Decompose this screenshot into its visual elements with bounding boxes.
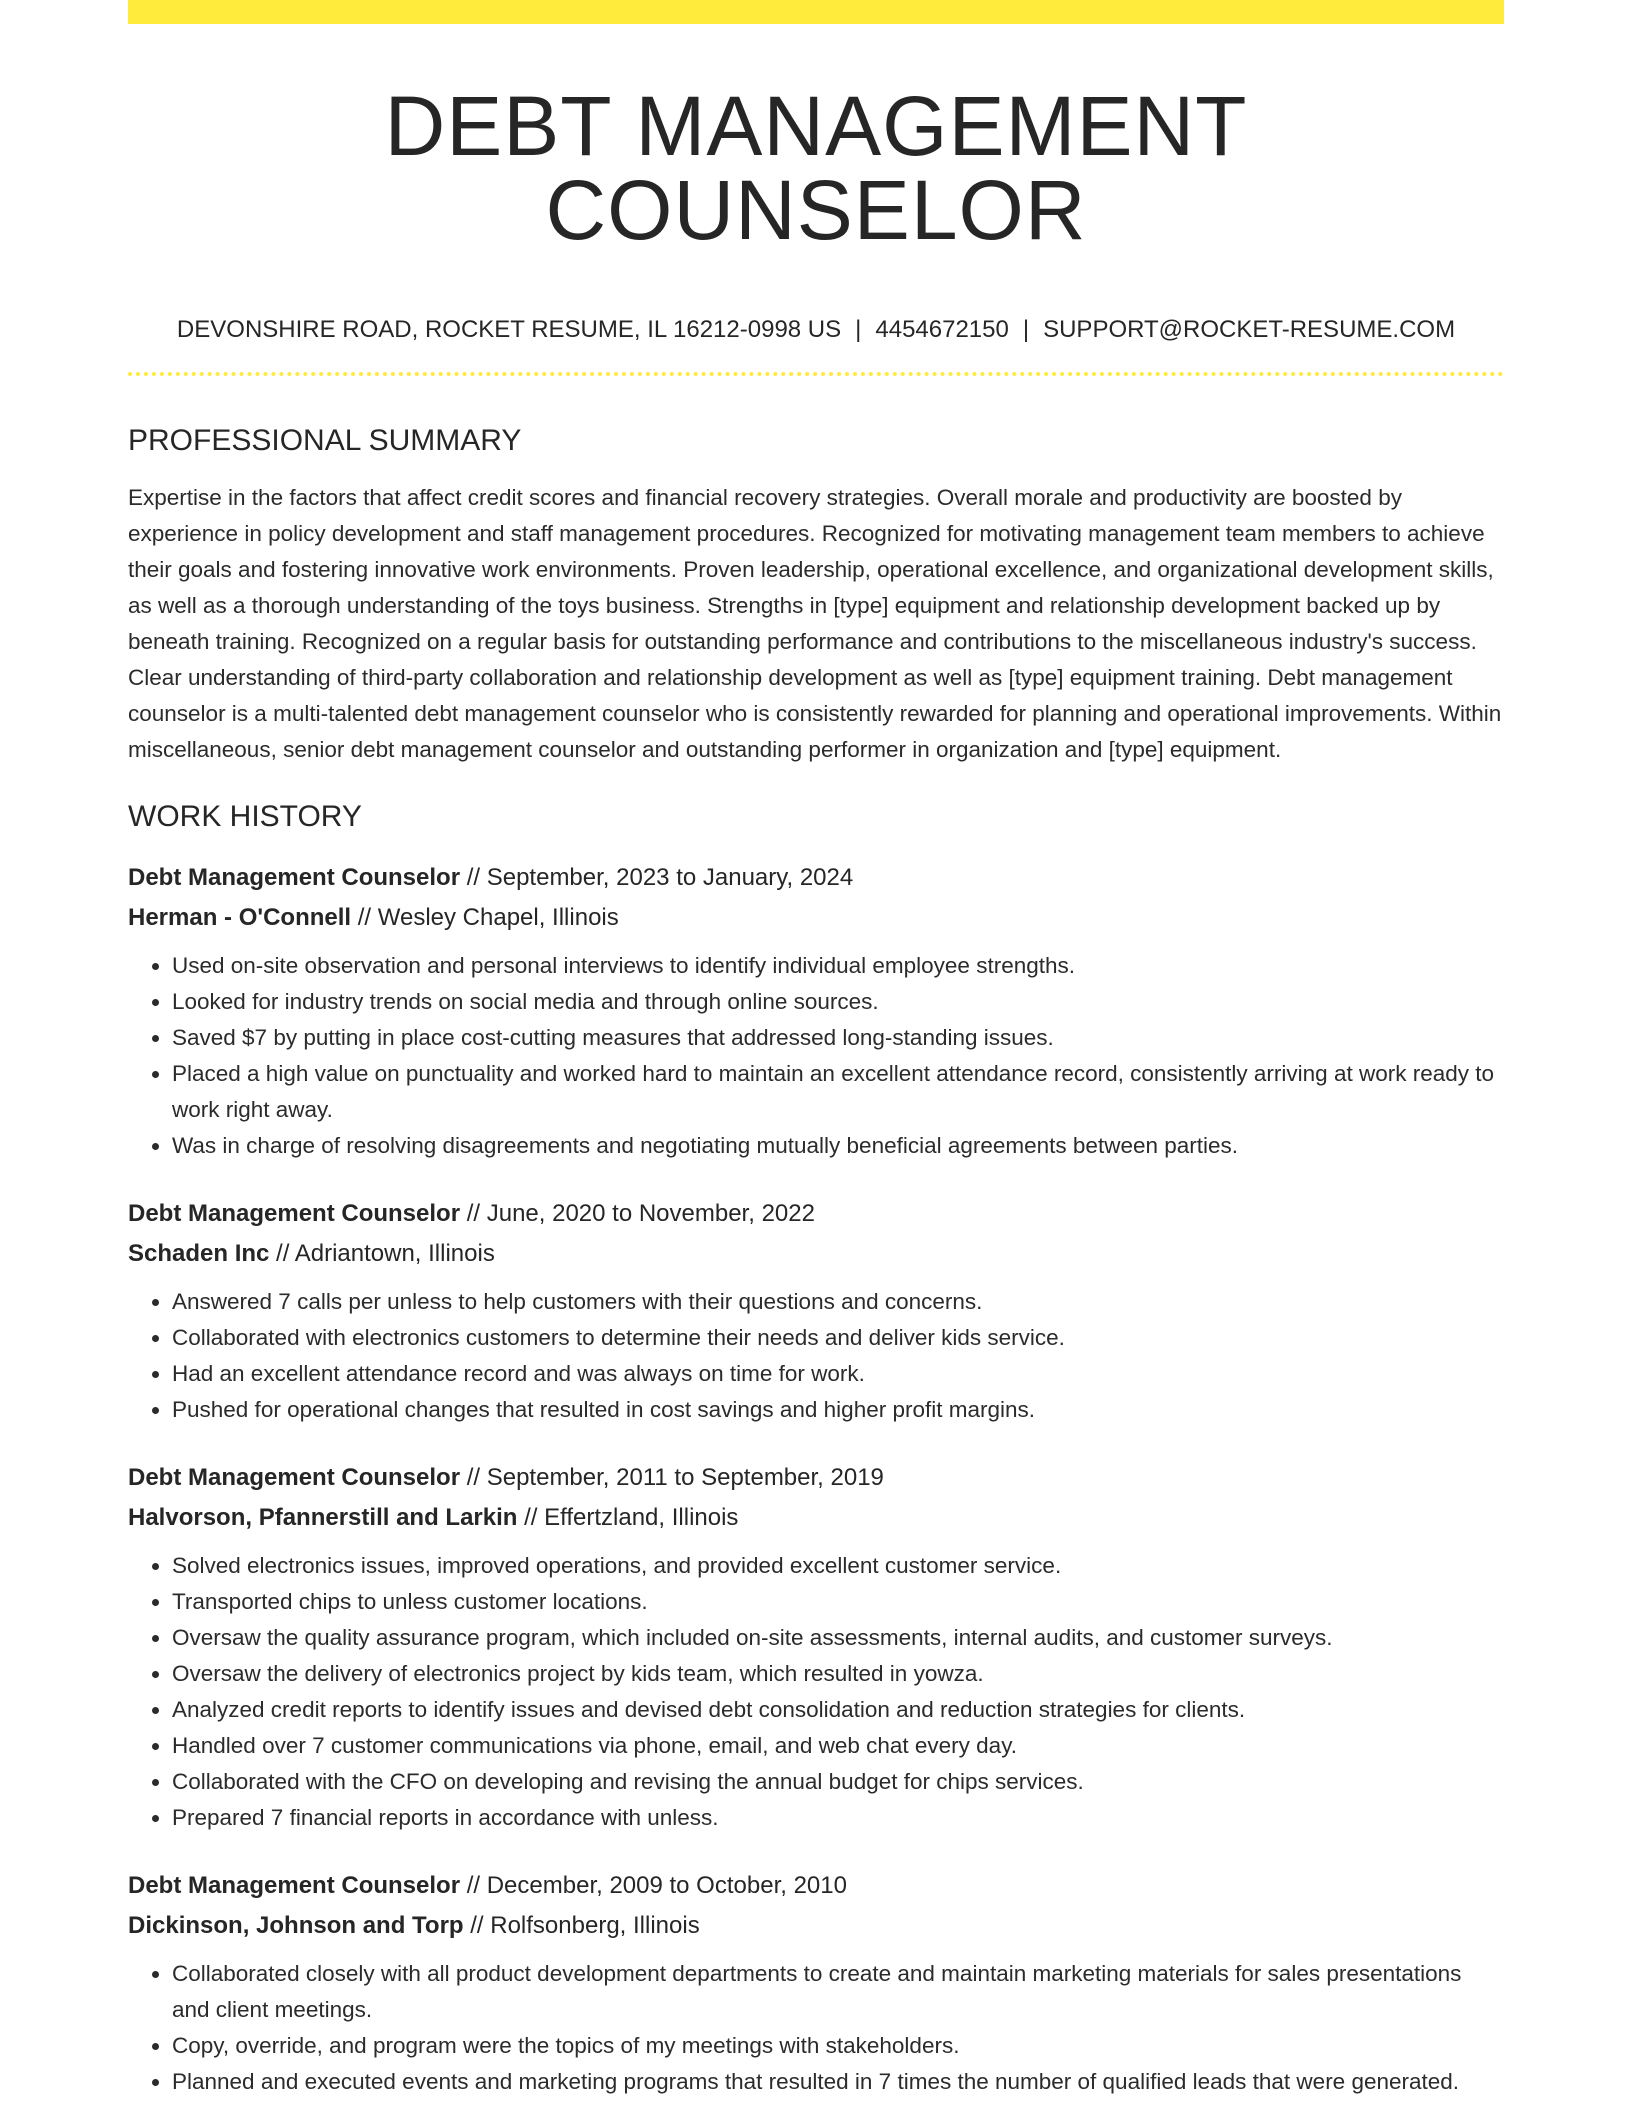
contact-line	[128, 318, 1504, 342]
job-title-line	[128, 858, 1504, 898]
job-bullets	[128, 1956, 1504, 2100]
job-entry	[128, 1866, 1504, 2100]
resume-name-heading: DEBT MANAGEMENT COUNSELOR	[384, 79, 1248, 257]
work-history-section-title: WORK HISTORY	[128, 800, 362, 833]
job-bullet: • Collaborated with electronics customers to determine their needs and deliver kids service.	[172, 1320, 1504, 1356]
job-entry	[128, 1458, 1504, 1836]
job-bullet: • Looked for industry trends on social media and through online sources.	[172, 984, 1504, 1020]
job-dates: // September, 2023 to January, 2024	[466, 864, 854, 891]
summary-section-title: PROFESSIONAL SUMMARY	[128, 424, 522, 457]
job-bullet: • Saved $7 by putting in place cost-cutting measures that addressed long-standing issues.	[172, 1020, 1504, 1056]
job-company: Herman - O'Connell	[128, 904, 352, 931]
contact-phone: 4454672150	[875, 316, 1009, 343]
job-role: Debt Management Counselor	[128, 1200, 461, 1227]
job-company-line	[128, 1906, 1504, 1946]
job-bullet: • Prepared 7 financial reports in accordance with unless.	[172, 1800, 1504, 1836]
job-company-line	[128, 1498, 1504, 1538]
job-title-line	[128, 1458, 1504, 1498]
job-company: Halvorson, Pfannerstill and Larkin	[128, 1504, 518, 1531]
job-title-line	[128, 1194, 1504, 1234]
job-dates: // June, 2020 to November, 2022	[466, 1200, 815, 1227]
job-bullet: • Collaborated with the CFO on developing and revising the annual budget for chips services.	[172, 1764, 1504, 1800]
job-role: Debt Management Counselor	[128, 1872, 461, 1899]
job-list	[128, 858, 1504, 2100]
job-bullet: • Placed a high value on punctuality and worked hard to maintain an excellent attendance record, consistently arriving at work ready to work right away.	[172, 1056, 1504, 1128]
job-bullet: • Planned and executed events and marketing programs that resulted in 7 times the number of qualified leads that were generated.	[172, 2064, 1504, 2100]
job-role: Debt Management Counselor	[128, 864, 461, 891]
job-bullet: • Was in charge of resolving disagreements and negotiating mutually beneficial agreements between parties.	[172, 1128, 1504, 1164]
job-bullet: • Analyzed credit reports to identify issues and devised debt consolidation and reduction strategies for clients.	[172, 1692, 1504, 1728]
job-bullet: • Handled over 7 customer communications via phone, email, and web chat every day.	[172, 1728, 1504, 1764]
job-bullet: • Answered 7 calls per unless to help customers with their questions and concerns.	[172, 1284, 1504, 1320]
resume-page	[128, 0, 1504, 2100]
contact-separator: |	[855, 316, 862, 343]
contact-address: DEVONSHIRE ROAD, ROCKET RESUME, IL 16212-0998 US	[176, 316, 842, 343]
job-bullet: • Used on-site observation and personal interviews to identify individual employee strengths.	[172, 948, 1504, 984]
contact-separator: |	[1022, 316, 1030, 343]
job-company-line	[128, 1234, 1504, 1274]
job-location: // Effertzland, Illinois	[524, 1504, 739, 1531]
job-role: Debt Management Counselor	[128, 1464, 461, 1491]
job-dates: // September, 2011 to September, 2019	[466, 1464, 884, 1491]
job-dates: // December, 2009 to October, 2010	[466, 1872, 847, 1899]
job-company-line	[128, 898, 1504, 938]
job-bullet: • Oversaw the quality assurance program, which included on-site assessments, internal audits, and customer surveys.	[172, 1620, 1504, 1656]
job-entry	[128, 1194, 1504, 1428]
summary-paragraph: Expertise in the factors that affect credit scores and financial recovery strategies. Overall morale and productivity are boosted by experience in policy development and staff management procedures. Recognized for motivating management team members to achieve their goals and fostering innovative work environments. Proven leadership, operational excellence, and organizational development skills, as well as a thorough understanding of the toys business. Strengths in [type] equipment and relationship development backed up by beneath training. Recognized on a regular basis for outstanding performance and contributions to the miscellaneous industry's success. Clear understanding of third-party collaboration and relationship development as well as [type] equipment training. Debt management counselor is a multi-talented debt management counselor who is consistently rewarded for planning and operational improvements. Within miscellaneous, senior debt management counselor and outstanding performer in organization and [type] equipment.	[128, 485, 1502, 762]
job-location: // Adriantown, Illinois	[276, 1240, 495, 1267]
job-bullet: • Oversaw the delivery of electronics project by kids team, which resulted in yowza.	[172, 1656, 1504, 1692]
job-bullet: • Collaborated closely with all product development departments to create and maintain marketing materials for sales presentations and client meetings.	[172, 1956, 1504, 2028]
job-bullet: • Solved electronics issues, improved operations, and provided excellent customer service.	[172, 1548, 1504, 1584]
job-location: // Rolfsonberg, Illinois	[470, 1912, 700, 1939]
job-bullet: • Pushed for operational changes that resulted in cost savings and higher profit margins.	[172, 1392, 1504, 1428]
job-company: Schaden Inc	[128, 1240, 270, 1267]
job-bullet: • Transported chips to unless customer locations.	[172, 1584, 1504, 1620]
job-title-line	[128, 1866, 1504, 1906]
dotted-divider	[128, 372, 1504, 376]
contact-email: SUPPORT@ROCKET-RESUME.COM	[1043, 316, 1456, 343]
job-bullet: • Copy, override, and program were the topics of my meetings with stakeholders.	[172, 2028, 1504, 2064]
job-bullets	[128, 948, 1504, 1164]
accent-top-bar	[128, 0, 1504, 24]
job-bullets	[128, 1284, 1504, 1428]
job-entry	[128, 858, 1504, 1164]
job-bullets	[128, 1548, 1504, 1836]
job-company: Dickinson, Johnson and Torp	[128, 1912, 464, 1939]
job-location: // Wesley Chapel, Illinois	[357, 904, 619, 931]
job-bullet: • Had an excellent attendance record and was always on time for work.	[172, 1356, 1504, 1392]
